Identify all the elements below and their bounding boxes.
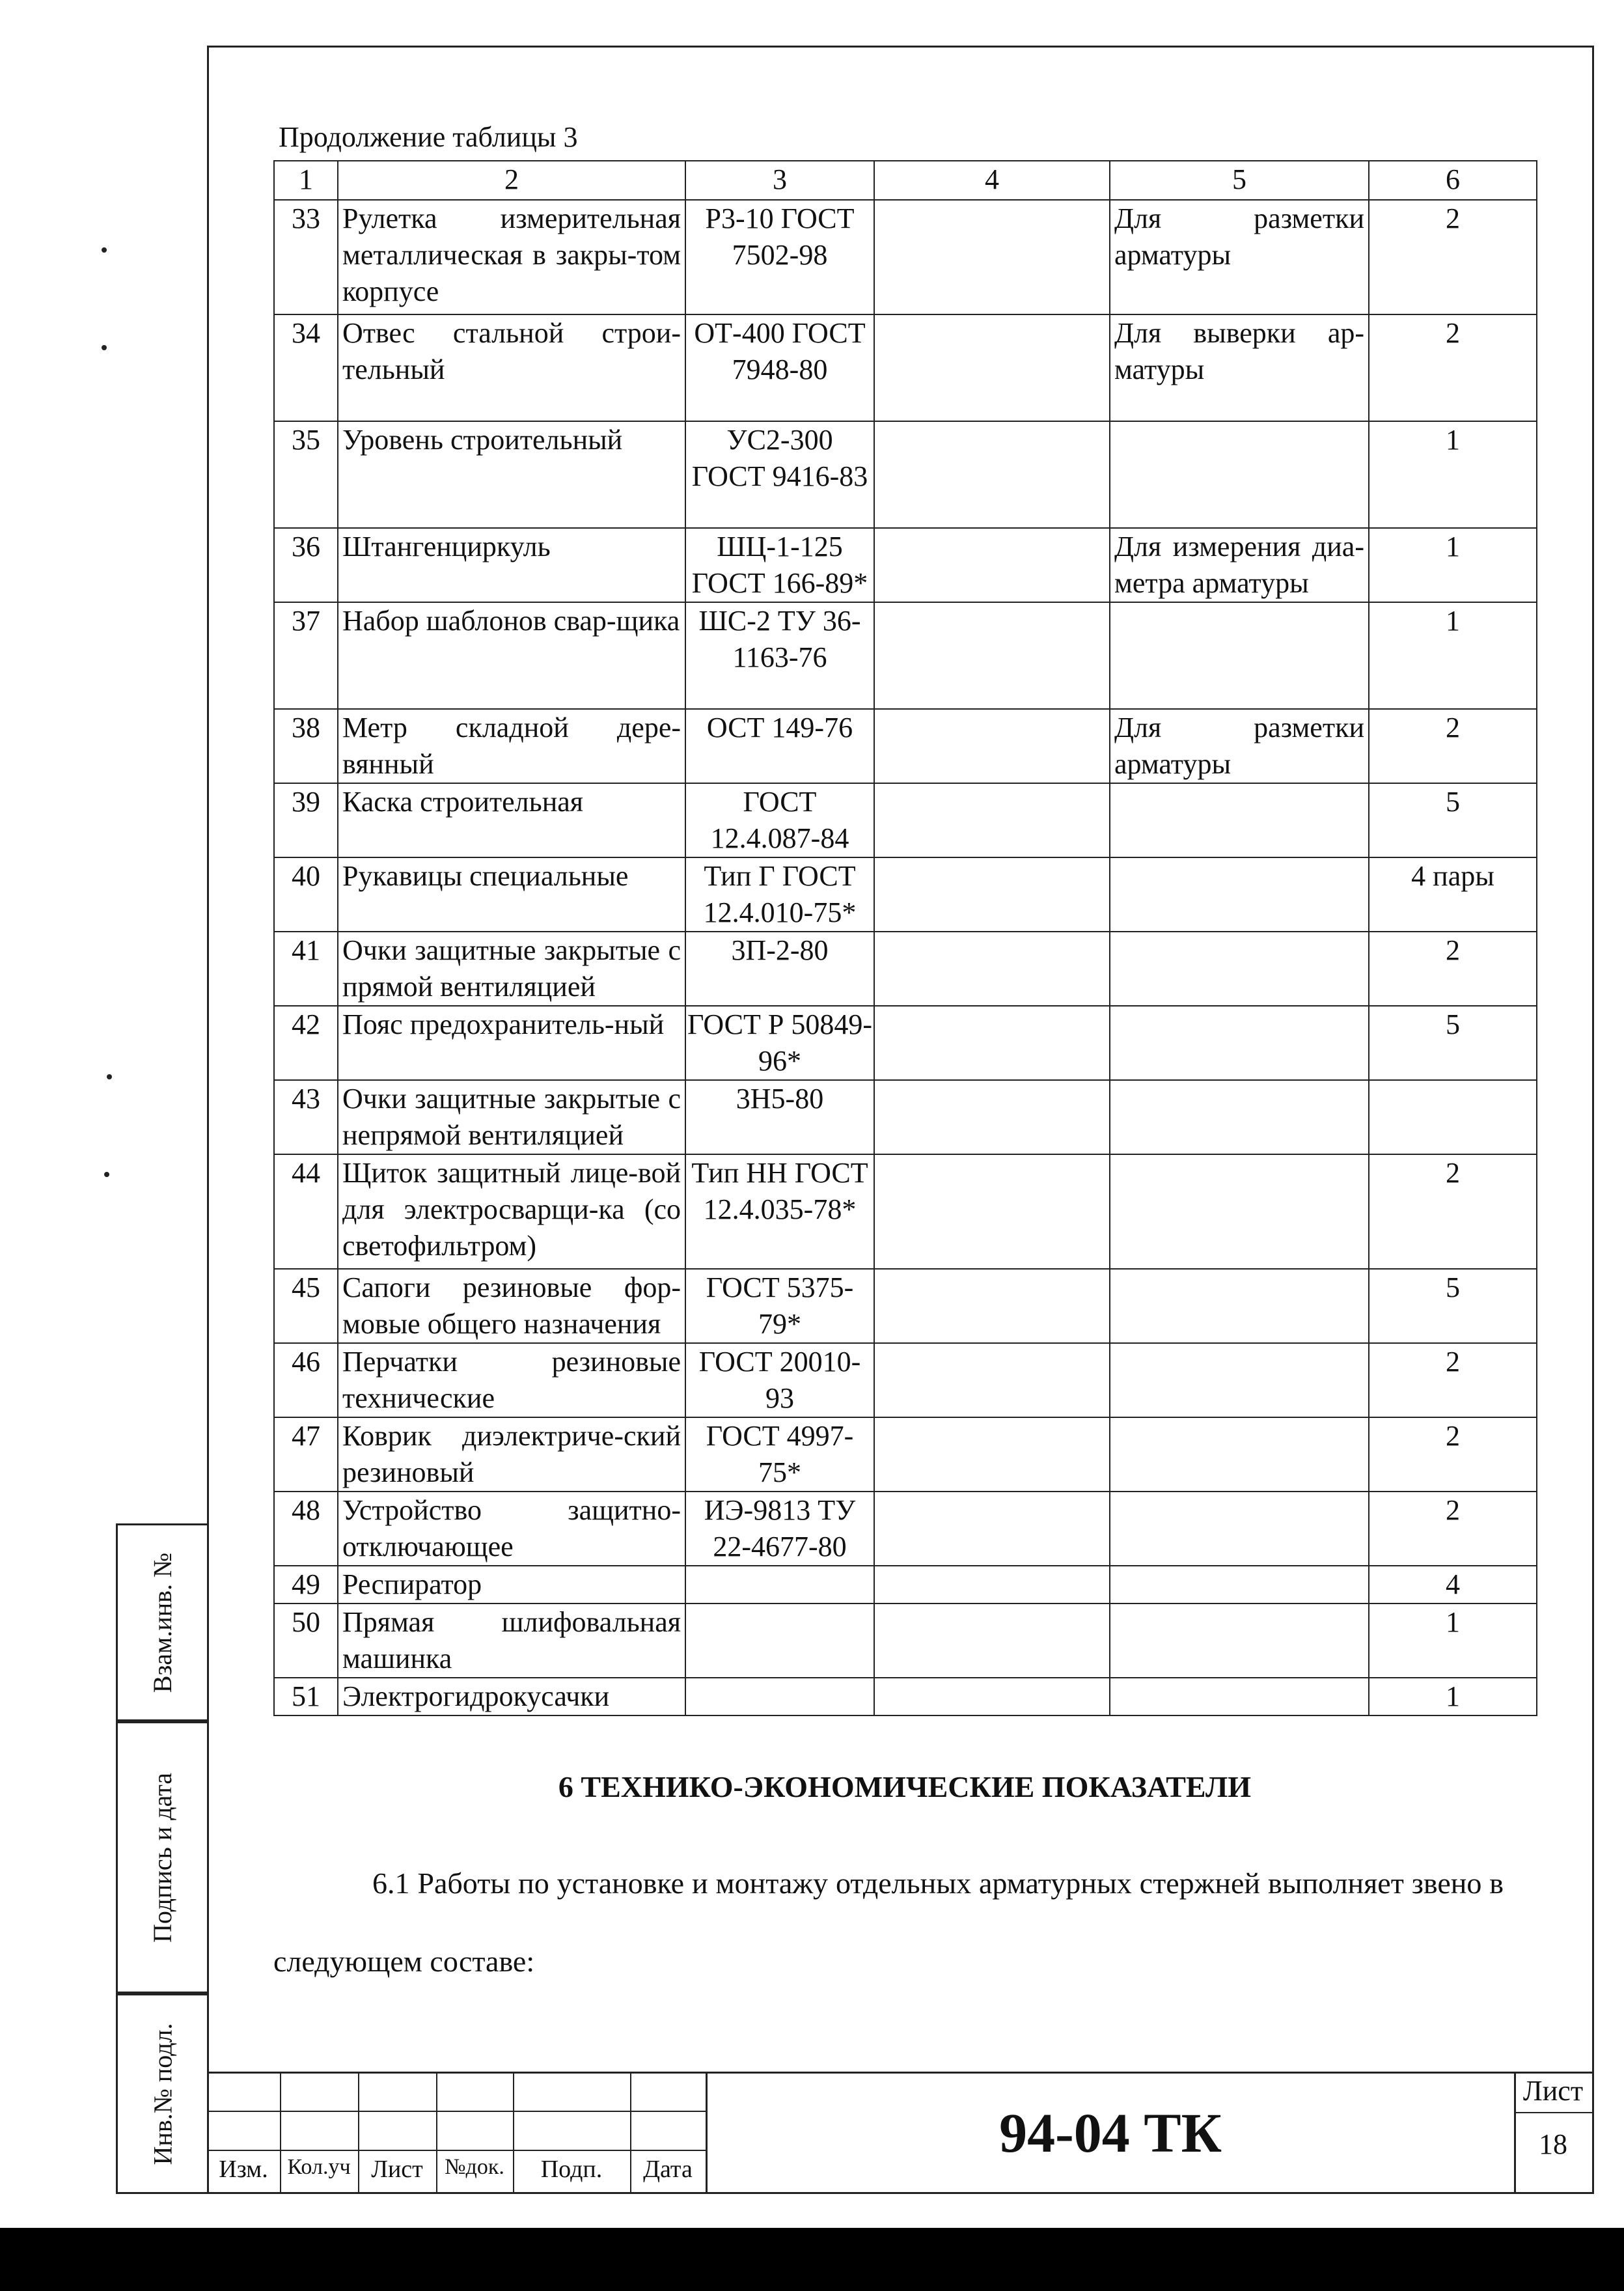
item-quantity: 2 [1369, 1492, 1537, 1566]
title-block-grid [207, 2072, 707, 2194]
item-standard: ИЭ-9813 ТУ 22-4677-80 [685, 1492, 874, 1566]
item-standard: ШС-2 ТУ 36-1163-76 [685, 602, 874, 709]
item-purpose [1110, 1269, 1369, 1343]
row-number: 42 [274, 1006, 338, 1080]
item-name: Каска строительная [338, 783, 685, 857]
document-number: 94-04 ТК [999, 2102, 1222, 2164]
binder-hole-mark [102, 247, 107, 253]
sheet-number: 18 [1539, 2128, 1567, 2160]
item-col4 [874, 1604, 1110, 1678]
row-number: 39 [274, 783, 338, 857]
item-quantity: 1 [1369, 1678, 1537, 1715]
item-name: Уровень строительный [338, 421, 685, 528]
title-block-label-podp: Подп. [540, 2156, 603, 2183]
side-stamp-podpis-data [116, 1721, 207, 1993]
sheet-label: Лист [1522, 2075, 1584, 2107]
column-header: 3 [685, 161, 874, 200]
row-number: 36 [274, 528, 338, 602]
table-row [274, 1566, 1537, 1604]
item-col4 [874, 1269, 1110, 1343]
item-standard: Тип НН ГОСТ 12.4.035-78* [685, 1154, 874, 1269]
row-number: 47 [274, 1417, 338, 1492]
binder-hole-mark [107, 1074, 112, 1079]
item-quantity: 5 [1369, 783, 1537, 857]
item-name: Пояс предохранитель-ный [338, 1006, 685, 1080]
row-number: 35 [274, 421, 338, 528]
item-quantity: 2 [1369, 314, 1537, 421]
item-name: Метр складной дере-вянный [338, 709, 685, 783]
title-block-label-izm: Изм. [219, 2156, 268, 2183]
item-standard: ГОСТ 20010-93 [685, 1343, 874, 1417]
item-name: Щиток защитный лице-вой для электросварщи-ка (со светофильтром) [338, 1154, 685, 1269]
item-standard: ГОСТ 5375-79* [685, 1269, 874, 1343]
column-header: 6 [1369, 161, 1537, 200]
item-col4 [874, 932, 1110, 1006]
item-quantity: 1 [1369, 602, 1537, 709]
side-stamp-vzam-inv [116, 1523, 207, 1721]
item-name: Респиратор [338, 1566, 685, 1604]
binder-hole-mark [102, 345, 107, 350]
item-quantity: 2 [1369, 709, 1537, 783]
row-number: 46 [274, 1343, 338, 1417]
item-purpose [1110, 602, 1369, 709]
table-row [274, 1417, 1537, 1492]
equipment-table [273, 160, 1537, 1716]
table-header-row [274, 161, 1537, 200]
item-standard: ОТ-400 ГОСТ 7948-80 [685, 314, 874, 421]
item-purpose: Для разметки арматуры [1110, 709, 1369, 783]
row-number: 33 [274, 200, 338, 314]
item-standard [685, 1678, 874, 1715]
title-block-label-kol-uch: Кол.уч [287, 2155, 351, 2179]
item-quantity: 2 [1369, 200, 1537, 314]
row-number: 37 [274, 602, 338, 709]
table-row [274, 314, 1537, 421]
item-col4 [874, 1566, 1110, 1604]
item-name: Набор шаблонов свар-щика [338, 602, 685, 709]
item-purpose: Для выверки ар-матуры [1110, 314, 1369, 421]
item-standard: 3П-2-80 [685, 932, 874, 1006]
item-name: Прямая шлифовальная машинка [338, 1604, 685, 1678]
item-quantity: 4 пары [1369, 857, 1537, 932]
row-number: 45 [274, 1269, 338, 1343]
item-standard [685, 1566, 874, 1604]
title-block-label-list: Лист [371, 2156, 423, 2183]
table-row [274, 602, 1537, 709]
row-number: 51 [274, 1678, 338, 1715]
row-number: 41 [274, 932, 338, 1006]
item-purpose [1110, 783, 1369, 857]
item-col4 [874, 421, 1110, 528]
item-standard: ГОСТ 4997-75* [685, 1417, 874, 1492]
column-header: 5 [1110, 161, 1369, 200]
item-col4 [874, 200, 1110, 314]
item-standard: ГОСТ Р 50849-96* [685, 1006, 874, 1080]
item-name: Очки защитные закрытые с прямой вентиляцией [338, 932, 685, 1006]
title-block-label-data: Дата [643, 2156, 693, 2183]
table-row [274, 857, 1537, 932]
item-purpose [1110, 1566, 1369, 1604]
item-col4 [874, 857, 1110, 932]
item-col4 [874, 314, 1110, 421]
item-col4 [874, 1154, 1110, 1269]
table-caption: Продолжение таблицы 3 [279, 121, 578, 153]
table-row [274, 200, 1537, 314]
item-purpose [1110, 1006, 1369, 1080]
item-purpose [1110, 1080, 1369, 1154]
table-row [274, 1343, 1537, 1417]
item-quantity: 2 [1369, 1417, 1537, 1492]
item-standard: Р3-10 ГОСТ 7502-98 [685, 200, 874, 314]
item-standard: 3Н5-80 [685, 1080, 874, 1154]
item-quantity: 2 [1369, 932, 1537, 1006]
column-header: 1 [274, 161, 338, 200]
row-number: 34 [274, 314, 338, 421]
side-stamp-podpis-data-label: Подпись и дата [148, 1772, 177, 1943]
item-purpose: Для измерения диа-метра арматуры [1110, 528, 1369, 602]
row-number: 44 [274, 1154, 338, 1269]
table-body [274, 200, 1537, 1715]
item-standard [685, 1604, 874, 1678]
side-stamp-inv-podl [116, 1993, 207, 2194]
paragraph: 6.1 Работы по установке и монтажу отдельных арматурных стержней выполняет звено в следующем составе: [273, 1867, 1504, 1978]
table-row [274, 421, 1537, 528]
item-name: Перчатки резиновые технические [338, 1343, 685, 1417]
item-col4 [874, 1343, 1110, 1417]
item-name: Коврик диэлектриче-ский резиновый [338, 1417, 685, 1492]
item-name: Очки защитные закрытые с непрямой вентиляцией [338, 1080, 685, 1154]
row-number: 43 [274, 1080, 338, 1154]
row-number: 50 [274, 1604, 338, 1678]
table-row [274, 709, 1537, 783]
item-purpose [1110, 1604, 1369, 1678]
item-quantity [1369, 1080, 1537, 1154]
item-name: Рулетка измерительная металлическая в закры-том корпусе [338, 200, 685, 314]
item-col4 [874, 709, 1110, 783]
item-col4 [874, 602, 1110, 709]
row-number: 40 [274, 857, 338, 932]
item-standard: ОСТ 149-76 [685, 709, 874, 783]
item-purpose [1110, 1154, 1369, 1269]
title-block-label-ndok: №док. [445, 2155, 504, 2179]
item-quantity: 1 [1369, 421, 1537, 528]
item-purpose [1110, 1343, 1369, 1417]
row-number: 49 [274, 1566, 338, 1604]
item-col4 [874, 783, 1110, 857]
item-quantity: 2 [1369, 1154, 1537, 1269]
sheet-cell-divider [1514, 2112, 1594, 2113]
item-purpose [1110, 1492, 1369, 1566]
item-quantity: 2 [1369, 1343, 1537, 1417]
table-row [274, 783, 1537, 857]
item-name: Устройство защитно-отключающее [338, 1492, 685, 1566]
row-number: 38 [274, 709, 338, 783]
item-standard: ГОСТ 12.4.087-84 [685, 783, 874, 857]
item-col4 [874, 1417, 1110, 1492]
item-quantity: 1 [1369, 528, 1537, 602]
table-row [274, 932, 1537, 1006]
item-col4 [874, 1080, 1110, 1154]
column-header: 2 [338, 161, 685, 200]
item-quantity: 5 [1369, 1006, 1537, 1080]
table-row [274, 528, 1537, 602]
table-row [274, 1269, 1537, 1343]
table-row [274, 1492, 1537, 1566]
item-name: Рукавицы специальные [338, 857, 685, 932]
table-row [274, 1006, 1537, 1080]
table-row [274, 1080, 1537, 1154]
item-col4 [874, 528, 1110, 602]
item-standard: УС2-300 ГОСТ 9416-83 [685, 421, 874, 528]
item-quantity: 1 [1369, 1604, 1537, 1678]
item-name: Штангенциркуль [338, 528, 685, 602]
item-standard: Тип Г ГОСТ 12.4.010-75* [685, 857, 874, 932]
item-purpose [1110, 1417, 1369, 1492]
item-standard: ШЦ-1-125 ГОСТ 166-89* [685, 528, 874, 602]
table-row [274, 1678, 1537, 1715]
column-header: 4 [874, 161, 1110, 200]
section-title: 6 ТЕХНИКО-ЭКОНОМИЧЕСКИЕ ПОКАЗАТЕЛИ [558, 1770, 1252, 1803]
item-col4 [874, 1006, 1110, 1080]
side-stamp-inv-podl-label: Инв.№ подл. [148, 2023, 178, 2165]
scan-bottom-band [0, 2228, 1624, 2291]
binder-hole-mark [104, 1172, 109, 1177]
item-purpose: Для разметки арматуры [1110, 200, 1369, 314]
item-purpose [1110, 932, 1369, 1006]
table-row [274, 1154, 1537, 1269]
item-col4 [874, 1678, 1110, 1715]
item-purpose [1110, 857, 1369, 932]
side-stamp-vzam-inv-label: Взам.инв. № [148, 1552, 178, 1693]
item-quantity: 5 [1369, 1269, 1537, 1343]
item-quantity: 4 [1369, 1566, 1537, 1604]
item-col4 [874, 1492, 1110, 1566]
table-row [274, 1604, 1537, 1678]
item-purpose [1110, 1678, 1369, 1715]
item-name: Отвес стальной строи-тельный [338, 314, 685, 421]
item-name: Электрогидрокусачки [338, 1678, 685, 1715]
row-number: 48 [274, 1492, 338, 1566]
item-purpose [1110, 421, 1369, 528]
item-name: Сапоги резиновые фор-мовые общего назначения [338, 1269, 685, 1343]
